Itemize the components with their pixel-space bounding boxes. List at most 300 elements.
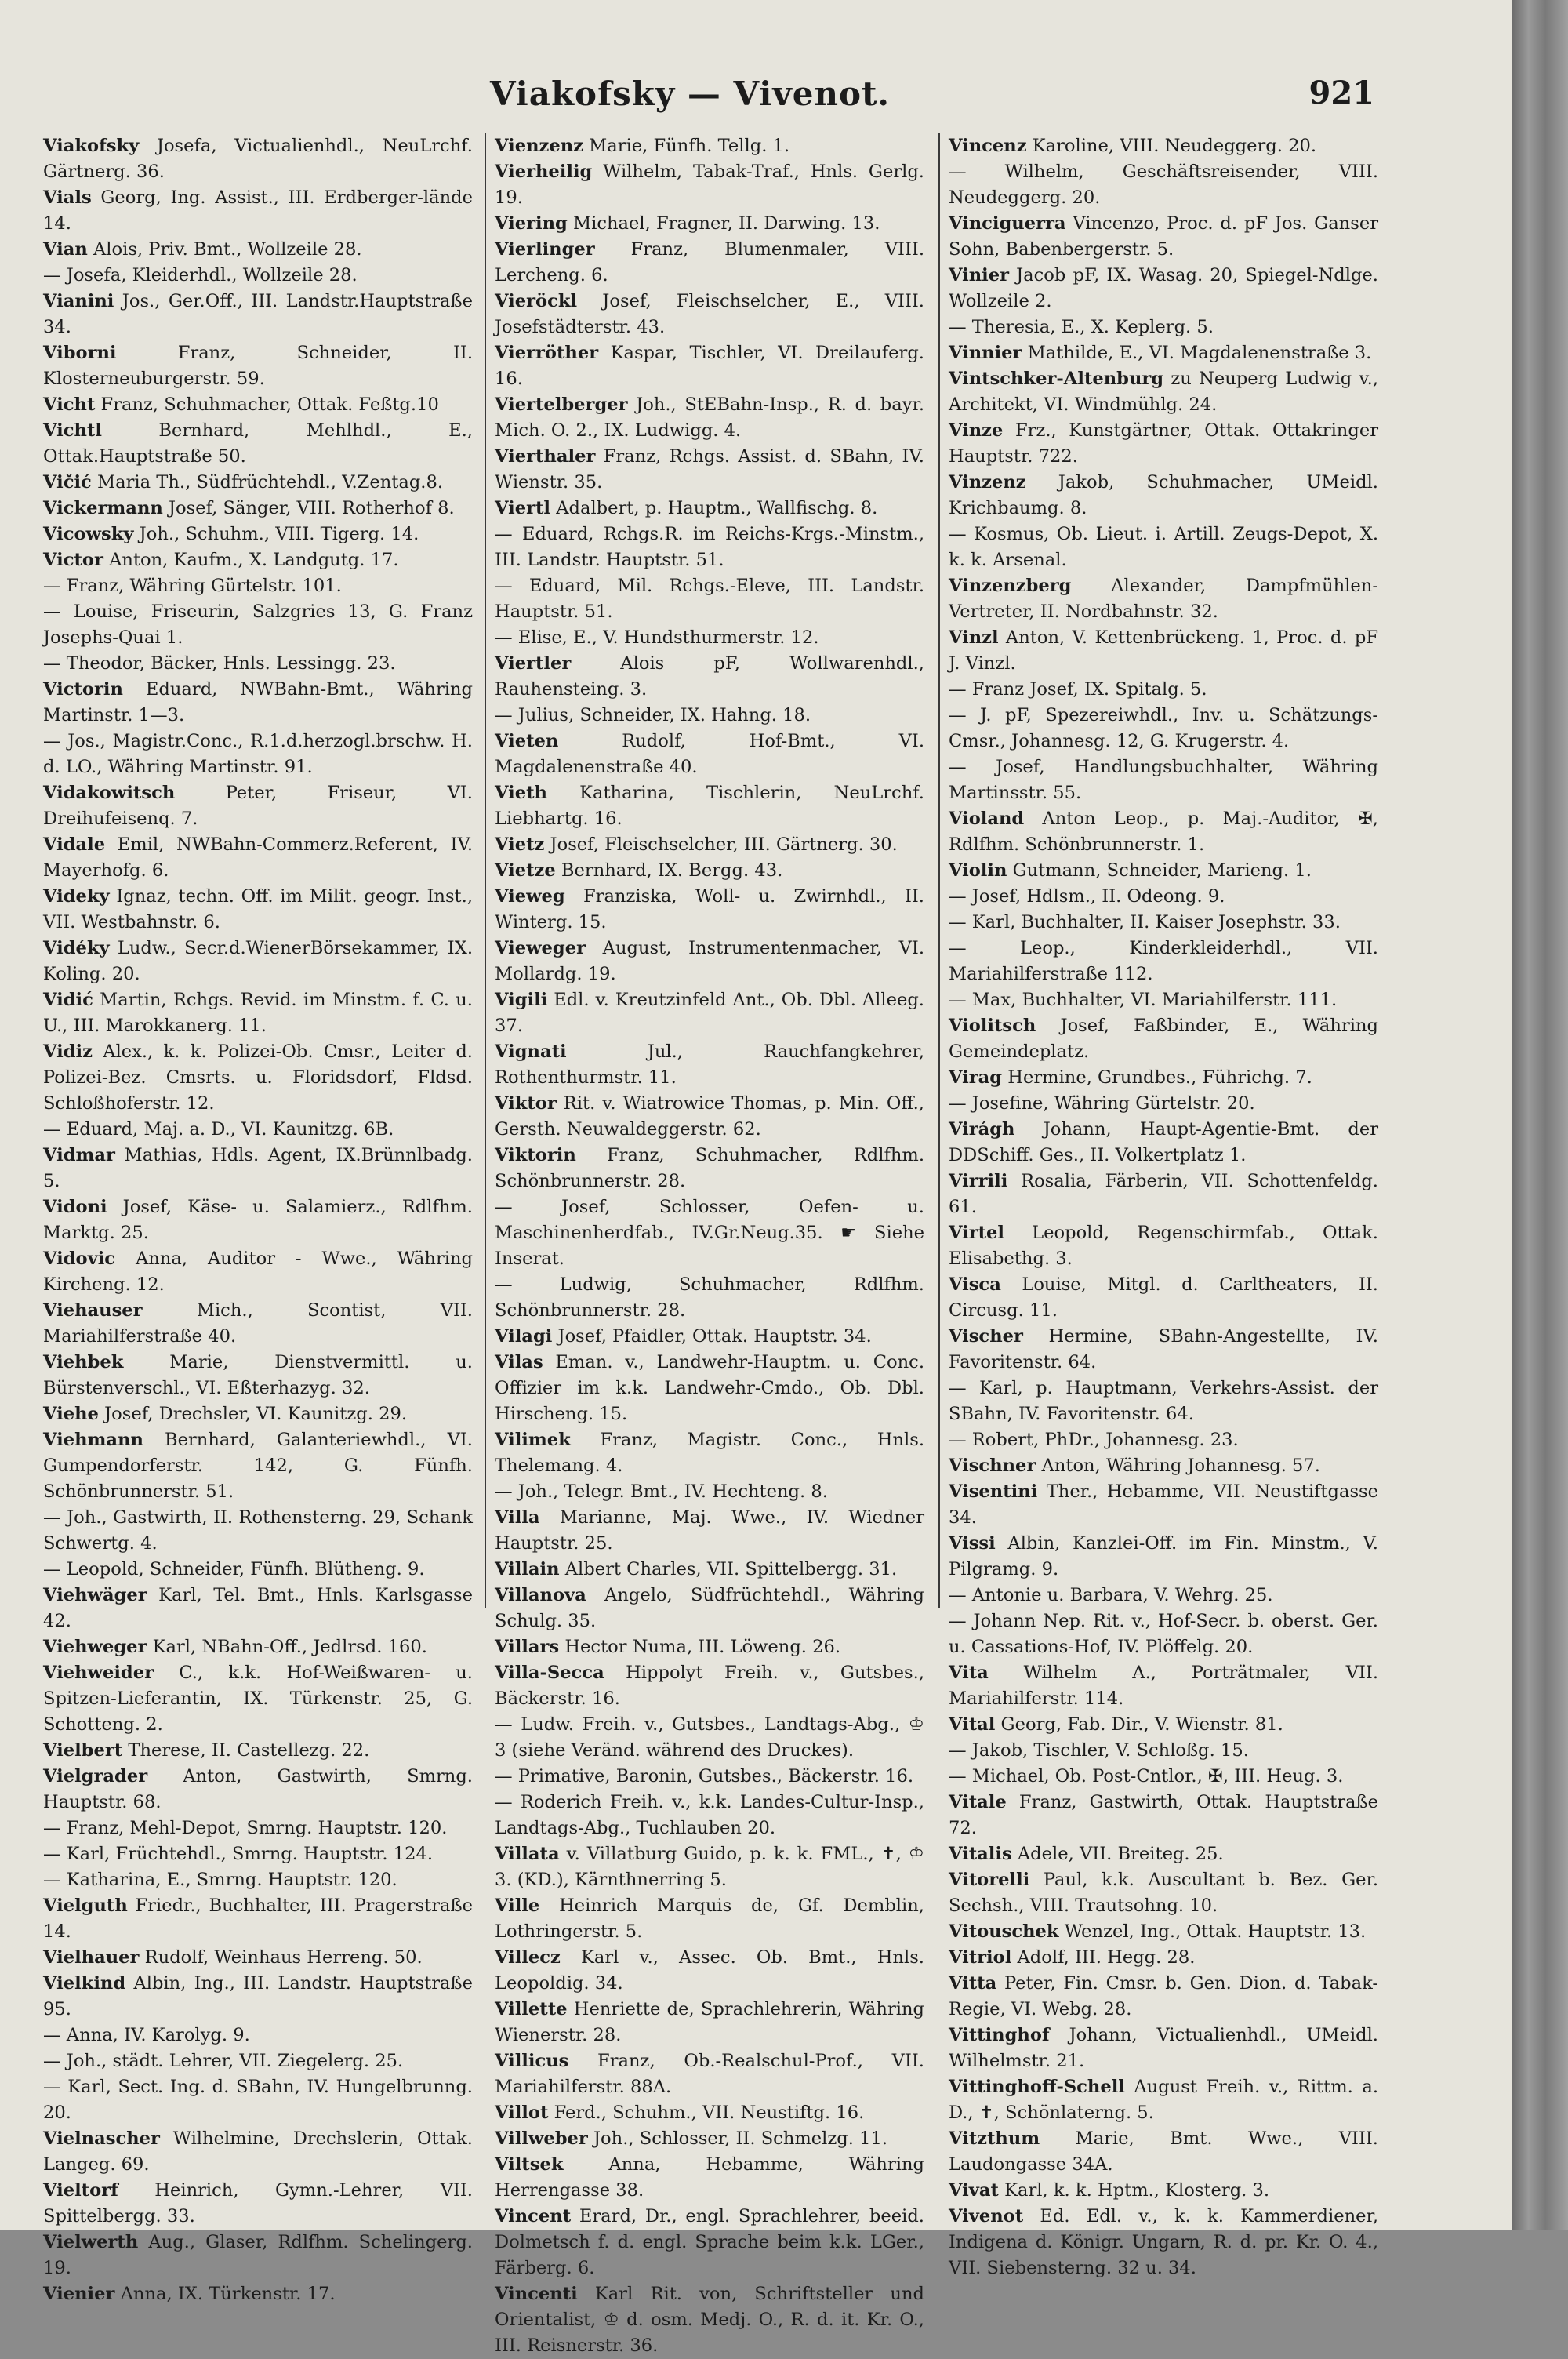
entry-details: Peter, Fin. Cmsr. b. Gen. Dion. d. Tabak-Regie, VI. Webg. 28. [949,1973,1378,2019]
entry-details: Karl v., Assec. Ob. Bmt., Hnls. Leopoldig. 34. [495,1947,924,1994]
entry-details: Johann, Victualienhdl., UMeidl. Wilhelmstr. 21. [949,2025,1378,2071]
entry-details: Mathias, Hdls. Agent, IX.Brünnlbadg. 5. [43,1145,473,1191]
directory-entry [949,1065,1378,1091]
entry-surname: Viertler [495,653,572,674]
entry-details: — Katharina, E., Smrng. Hauptstr. 120. [43,1870,397,1890]
entry-details: Anton, Kaufm., X. Landgutg. 17. [103,550,399,570]
directory-entry [43,1893,473,1945]
entry-surname: Vielkind [43,1973,126,1994]
entry-surname: Vita [949,1663,989,1683]
directory-entry [43,1143,473,1194]
entry-surname: Viehweider [43,1663,154,1683]
entry-surname: Vidmar [43,1145,115,1165]
entry-details: Wenzel, Ing., Ottak. Hauptstr. 13. [1058,1921,1367,1942]
entry-details: Josef, Drechsler, VI. Kaunitzg. 29. [98,1404,408,1424]
entry-surname: Vitouschek [949,1921,1059,1942]
directory-entry [43,936,473,987]
entry-details: Anton, Gastwirth, Smrng. Hauptstr. 68. [43,1766,473,1812]
directory-entry [43,1738,473,1764]
entry-details: Martin, Rchgs. Revid. im Minstm. f. C. u. U., III. Marokkanerg. 11. [43,990,473,1036]
directory-entry [495,987,924,1039]
entry-details: — Wilhelm, Geschäftsreisender, VIII. Neudeggerg. 20. [949,162,1378,208]
directory-entry [43,1816,473,1841]
entry-details: Karl, NBahn-Off., Jedlrsd. 160. [147,1637,427,1657]
entry-details: Eduard, NWBahn-Bmt., Währing Martinstr. 1—3. [43,679,473,725]
entry-surname: Villata [495,1844,560,1864]
page-title: Viakofsky — Vivenot. [489,75,891,113]
directory-entry [495,1660,924,1712]
entry-details: Hippolyt Freih. v., Gutsbes., Bäckerstr. 16. [495,1663,924,1709]
directory-entry [43,573,473,599]
entry-surname: Vielguth [43,1896,128,1916]
entry-details: Anton, V. Kettenbrückeng. 1, Proc. d. pF J. Vinzl. [949,627,1378,674]
entry-details: Franz, Schuhmacher, Rdlfhm. Schönbrunnerstr. 28. [495,1145,924,1191]
directory-entry [495,1945,924,1997]
entry-details: Heinrich, Gymn.-Lehrer, VII. Spittelbergg. 33. [43,2180,473,2226]
directory-entry [949,1013,1378,1065]
entry-surname: Vidakowitsch [43,783,176,803]
entry-surname: Vischner [949,1456,1036,1476]
entry-surname: Virag [949,1067,1003,1088]
directory-entry [43,263,473,289]
directory-entry [949,133,1378,159]
directory-entry [949,2126,1378,2178]
directory-entry [495,444,924,496]
entry-surname: Villette [495,1999,568,2019]
page-header [0,75,1512,129]
entry-surname: Viehe [43,1404,99,1424]
entry-surname: Victorin [43,679,123,700]
entry-surname: Vičić [43,472,92,493]
directory-entry [949,1376,1378,1427]
entry-details: Franz, Blumenmaler, VIII. Lercheng. 6. [495,239,924,285]
entry-details: Gutmann, Schneider, Marieng. 1. [1007,860,1312,881]
entry-details: Georg, Ing. Assist., III. Erdberger-lände 14. [43,187,473,234]
directory-entry [43,1660,473,1738]
entry-details: Hermine, Grundbes., Führichg. 7. [1002,1067,1312,1088]
entry-surname: Vitorelli [949,1870,1030,1890]
entry-details: Heinrich Marquis de, Gf. Demblin, Lothringerstr. 5. [495,1896,924,1942]
directory-entry [495,573,924,625]
entry-details: Wilhelmine, Drechslerin, Ottak. Langeg. 69. [43,2128,473,2175]
entry-details: Rudolf, Weinhaus Herreng. 50. [139,1947,423,1968]
directory-entry [43,2023,473,2048]
entry-details: Franz, Schuhmacher, Ottak. Feßtg.10 [95,394,439,415]
entry-details: Frz., Kunstgärtner, Ottak. Ottakringer Hauptstr. 722. [949,420,1378,467]
entry-surname: Viehmann [43,1430,143,1450]
directory-entry [495,1764,924,1790]
entry-surname: Vidéky [43,938,110,958]
directory-entry [949,1867,1378,1919]
entry-details: v. Villatburg Guido, p. k. k. FML., ✝, ♔ 3. (KD.), Kärnthnerring 5. [495,1844,924,1890]
column-divider [938,133,940,1608]
entry-surname: Vigili [495,990,548,1010]
entry-surname: Viltsek [495,2154,564,2175]
entry-surname: Viertelberger [495,394,628,415]
entry-details: August Freih. v., Rittm. a. D., ✝, Schönlaterng. 5. [949,2077,1378,2123]
entry-details: Adolf, III. Hegg. 28. [1011,1947,1196,1968]
entry-surname: Viktorin [495,1145,576,1165]
entry-details: Wilhelm, Tabak-Traf., Hnls. Gerlg. 19. [495,162,924,208]
directory-entry [949,936,1378,987]
entry-details: — Karl, Buchhalter, II. Kaiser Josephstr. 33. [949,912,1341,932]
entry-details: — Eduard, Rchgs.R. im Reichs-Krgs.-Minstm., III. Landstr. Hauptstr. 51. [495,524,924,570]
entry-details: Erard, Dr., engl. Sprachlehrer, beeid. Dolmetsch f. d. engl. Sprache beim k.k. LGer., Färberg. 6. [495,2206,924,2278]
entry-details: Eman. v., Landwehr-Hauptm. u. Conc. Offizier im k.k. Landwehr-Cmdo., Ob. Dbl. Hirscheng. 15. [495,1352,924,1424]
directory-entry [495,289,924,340]
directory-entry [495,1997,924,2048]
entry-details: — Theodor, Bäcker, Hnls. Lessingg. 23. [43,653,396,674]
directory-entry [43,1505,473,1557]
entry-surname: Villa-Secca [495,1663,604,1683]
entry-surname: Vienzenz [495,136,583,156]
directory-columns [43,133,1388,2356]
entry-details: Mathilde, E., VI. Magdalenenstraße 3. [1022,343,1372,363]
directory-entry [495,1350,924,1427]
entry-surname: Villa [495,1507,540,1528]
entry-details: — Eduard, Maj. a. D., VI. Kaunitzg. 6B. [43,1119,394,1140]
entry-details: zu Neuperg Ludwig v., Architekt, VI. Windmühlg. 24. [949,369,1378,415]
entry-surname: Ville [495,1896,540,1916]
entry-surname: Villanova [495,1585,586,1605]
entry-surname: Villot [495,2103,549,2123]
entry-surname: Vilimek [495,1430,571,1450]
entry-details: Alex., k. k. Polizei-Ob. Cmsr., Leiter d. Polizei-Bez. Cmsrts. u. Floridsdorf, Fldsd. Schloßhoferstr. 12. [43,1041,473,1114]
entry-details: — Ludw. Freih. v., Gutsbes., Landtags-Abg., ♔ 3 (siehe Veränd. während des Druckes). [495,1714,924,1761]
directory-entry [949,2023,1378,2074]
entry-details: Karl Rit. von, Schriftsteller und Orientalist, ♔ d. osm. Medj. O., R. d. it. Kr. O., III. Reisnerstr. 36. [495,2284,924,2356]
entry-details: Josef, Fleischselcher, E., VIII. Josefstädterstr. 43. [495,291,924,337]
entry-surname: Violand [949,809,1025,829]
entry-details: Paul, k.k. Auscultant b. Bez. Ger. Sechsh., VIII. Trautsohng. 10. [949,1870,1378,1916]
entry-surname: Viktor [495,1093,557,1114]
directory-entry [495,340,924,392]
directory-entry [43,1764,473,1816]
directory-entry [43,884,473,936]
entry-details: Rudolf, Hof-Bmt., VI. Magdalenenstraße 40. [495,731,924,777]
entry-details: — Franz, Währing Gürtelstr. 101. [43,576,342,596]
entry-details: Jacob pF, IX. Wasag. 20, Spiegel-Ndlge. Wollzeile 2. [949,265,1378,311]
directory-entry [43,392,473,418]
entry-surname: Vickermann [43,498,163,518]
entry-details: Ludw., Secr.d.WienerBörsekammer, IX. Koling. 20. [43,938,473,984]
directory-entry [43,1246,473,1298]
directory-entry [495,1143,924,1194]
directory-entry [495,392,924,444]
entry-surname: Vianini [43,291,114,311]
directory-entry [43,185,473,237]
directory-entry [495,1557,924,1583]
entry-surname: Vieweg [495,886,565,907]
entry-details: Louise, Mitgl. d. Carltheaters, II. Circusg. 11. [949,1274,1378,1321]
entry-surname: Vinzl [949,627,999,648]
entry-details: — Karl, Sect. Ing. d. SBahn, IV. Hungelbrunng. 20. [43,2077,473,2123]
entry-details: Aug., Glaser, Rdlfhm. Schelingerg. 19. [43,2232,473,2278]
entry-details: Henriette de, Sprachlehrerin, Währing Wienerstr. 28. [495,1999,924,2045]
directory-entry [949,418,1378,470]
entry-surname: Vinze [949,420,1004,441]
entry-details: Jos., Ger.Off., III. Landstr.Hauptstraße 34. [43,291,473,337]
entry-details: Albin, Kanzlei-Off. im Fin. Minstm., V. Pilgramg. 9. [949,1533,1378,1579]
directory-entry [43,1841,473,1867]
directory-entry [949,677,1378,703]
entry-details: Franz, Rchgs. Assist. d. SBahn, IV. Wienstr. 35. [495,446,924,493]
directory-entry [495,133,924,159]
entry-details: Franziska, Woll- u. Zwirnhdl., II. Winterg. 15. [495,886,924,932]
directory-entry [43,1039,473,1117]
entry-details: Joh., StEBahn-Insp., R. d. bayr. Mich. O. 2., IX. Ludwigg. 4. [495,394,924,441]
directory-entry [949,703,1378,754]
entry-details: — Roderich Freih. v., k.k. Landes-Cultur-Insp., Landtags-Abg., Tuchlauben 20. [495,1792,924,1838]
entry-details: Kaspar, Tischler, VI. Dreilauferg. 16. [495,343,924,389]
entry-surname: Viborni [43,343,117,363]
directory-entry [43,677,473,729]
entry-surname: Virtel [949,1223,1005,1243]
book-edge [1512,0,1568,2230]
directory-entry [43,1945,473,1971]
entry-details: C., k.k. Hof-Weißwaren- u. Spitzen-Lieferantin, IX. Türkenstr. 25, G. Schotteng. 2. [43,1663,473,1735]
entry-surname: Viehauser [43,1300,143,1321]
directory-entry [43,289,473,340]
entry-surname: Vitriol [949,1947,1012,1968]
entry-surname: Vielhauer [43,1947,140,1968]
directory-entry [495,2048,924,2100]
directory-entry [949,1841,1378,1867]
entry-surname: Vian [43,239,88,260]
entry-details: Alois, Priv. Bmt., Wollzeile 28. [87,239,362,260]
entry-surname: Vilagi [495,1326,553,1347]
entry-details: Katharina, Tischlerin, NeuLrchf. Liebhartg. 16. [495,783,924,829]
entry-details: Rit. v. Wiatrowice Thomas, p. Min. Off., Gersth. Neuwaldeggerstr. 62. [495,1093,924,1140]
entry-details: Ferd., Schuhm., VII. Neustiftg. 16. [548,2103,865,2123]
directory-entry [495,1039,924,1091]
entry-details: Josefa, Victualienhdl., NeuLrchf. Gärtnerg. 36. [43,136,473,182]
directory-entry [495,2100,924,2126]
entry-details: — Joh., Telegr. Bmt., IV. Hechteng. 8. [495,1481,828,1502]
entry-details: — Karl, p. Hauptmann, Verkehrs-Assist. der SBahn, IV. Favoritenstr. 64. [949,1378,1378,1424]
entry-surname: Viertl [495,498,551,518]
directory-entry [949,1427,1378,1453]
directory-entry [495,159,924,211]
column-3 [949,133,1378,2278]
entry-details: Marie, Fünfh. Tellg. 1. [583,136,790,156]
entry-details: — Josef, Hdlsm., II. Odeong. 9. [949,886,1225,907]
directory-entry [495,1841,924,1893]
directory-entry [949,858,1378,884]
entry-details: Mich., Scontist, VII. Mariahilferstraße 40. [43,1300,473,1347]
entry-details: Franz, Gastwirth, Ottak. Hauptstraße 72. [949,1792,1378,1838]
directory-entry [495,1479,924,1505]
entry-surname: Vitale [949,1792,1007,1812]
directory-entry [949,1117,1378,1169]
entry-details: — Joh., Gastwirth, II. Rothensterng. 29, Schank Schwertg. 4. [43,1507,473,1554]
directory-entry [495,1505,924,1557]
entry-surname: Vivat [949,2180,999,2201]
directory-entry [949,1324,1378,1376]
entry-surname: Vielnascher [43,2128,160,2149]
directory-entry [43,1427,473,1505]
entry-surname: Vials [43,187,92,208]
entry-details: Josef, Faßbinder, E., Währing Gemeindeplatz. [949,1016,1378,1062]
directory-entry [495,496,924,522]
entry-details: — Karl, Früchtehdl., Smrng. Hauptstr. 124. [43,1844,433,1864]
entry-surname: Vierthaler [495,446,596,467]
directory-entry [43,780,473,832]
entry-surname: Viehwäger [43,1585,147,1605]
entry-details: Georg, Fab. Dir., V. Wienstr. 81. [995,1714,1283,1735]
entry-surname: Vinzenzberg [949,576,1072,596]
entry-surname: Vischer [949,1326,1023,1347]
entry-details: — Jos., Magistr.Conc., R.1.d.herzogl.brschw. H. d. LO., Währing Martinstr. 91. [43,731,473,777]
entry-surname: Vintschker-Altenburg [949,369,1164,389]
directory-entry [495,832,924,858]
directory-entry [495,1712,924,1764]
entry-details: Franz, Magistr. Conc., Hnls. Thelemang. 4. [495,1430,924,1476]
directory-entry [949,884,1378,910]
entry-details: — Robert, PhDr., Johannesg. 23. [949,1430,1239,1450]
entry-surname: Vincenz [949,136,1027,156]
directory-entry [495,2126,924,2152]
entry-surname: Vivenot [949,2206,1024,2226]
entry-surname: Vignati [495,1041,567,1062]
entry-surname: Vietz [495,834,545,855]
directory-entry [43,729,473,780]
entry-details: Karl, k. k. Hptm., Klosterg. 3. [998,2180,1270,2201]
entry-details: Hermine, SBahn-Angestellte, IV. Favoritenstr. 64. [949,1326,1378,1372]
directory-entry [949,2074,1378,2126]
entry-details: Jakob, Schuhmacher, UMeidl. Krichbaumg. 8. [949,472,1378,518]
entry-surname: Vielbert [43,1740,123,1761]
entry-details: Josef, Käse- u. Salamierz., Rdlfhm. Marktg. 25. [43,1197,473,1243]
directory-entry [495,651,924,703]
entry-surname: Villicus [495,2051,569,2071]
directory-entry [949,159,1378,211]
entry-details: — Josefine, Währing Gürtelstr. 20. [949,1093,1255,1114]
entry-details: Hector Numa, III. Löweng. 26. [559,1637,841,1657]
entry-details: Maria Th., Südfrüchtehdl., V.Zentag.8. [91,472,444,493]
entry-details: Bernhard, Galanteriewhdl., VI. Gumpendorferstr. 142, G. Fünfh. Schönbrunnerstr. 51. [43,1430,473,1502]
entry-details: Peter, Friseur, VI. Dreihufeisenq. 7. [43,783,473,829]
directory-entry [949,625,1378,677]
entry-details: — Eduard, Mil. Rchgs.-Eleve, III. Landstr. Hauptstr. 51. [495,576,924,622]
entry-details: — Elise, E., V. Hundsthurmerstr. 12. [495,627,819,648]
entry-details: — Julius, Schneider, IX. Hahng. 18. [495,705,811,725]
directory-entry [949,340,1378,366]
entry-surname: Virrili [949,1171,1008,1191]
directory-entry [43,522,473,547]
entry-details: Therese, II. Castellezg. 22. [122,1740,370,1761]
entry-details: Marianne, Maj. Wwe., IV. Wiedner Hauptstr. 25. [495,1507,924,1554]
column-1 [43,133,473,2304]
directory-entry [495,1790,924,1841]
directory-entry [495,1583,924,1634]
entry-details: Joh., Schlosser, II. Schmelzg. 11. [587,2128,888,2149]
entry-details: Anna, Hebamme, Währing Herrengasse 38. [495,2154,924,2201]
entry-surname: Vierlinger [495,239,595,260]
directory-entry [949,1091,1378,1117]
directory-entry [495,237,924,289]
entry-surname: Vieltorf [43,2180,118,2201]
entry-details: — Max, Buchhalter, VI. Mariahilferstr. 111. [949,990,1338,1010]
directory-entry [495,1427,924,1479]
directory-entry [43,2048,473,2074]
entry-surname: Vieten [495,731,559,751]
entry-details: Anton Leop., p. Maj.-Auditor, ✠, Rdlfhm. Schönbrunnerstr. 1. [949,809,1378,855]
directory-entry [43,237,473,263]
entry-details: — Louise, Friseurin, Salzgries 13, G. Franz Josephs-Quai 1. [43,602,473,648]
entry-details: Franz, Schneider, II. Klosterneuburgerstr. 59. [43,343,473,389]
entry-details: Marie, Bmt. Wwe., VIII. Laudongasse 34A. [949,2128,1378,2175]
directory-entry [43,340,473,392]
entry-surname: Vissi [949,1533,996,1554]
entry-details: — Franz, Mehl-Depot, Smrng. Hauptstr. 120. [43,1818,448,1838]
directory-entry [43,2074,473,2126]
directory-entry [495,2204,924,2281]
entry-surname: Videky [43,886,110,907]
directory-entry [495,936,924,987]
entry-surname: Vielwerth [43,2232,139,2252]
entry-surname: Vitta [949,1973,997,1994]
directory-entry [949,1738,1378,1764]
entry-details: — Anna, IV. Karolyg. 9. [43,2025,250,2045]
directory-entry [43,547,473,573]
entry-surname: Vieth [495,783,547,803]
entry-details: Alexander, Dampfmühlen-Vertreter, II. Nordbahnstr. 32. [949,576,1378,622]
entry-details: Albert Charles, VII. Spittelbergg. 31. [559,1559,898,1579]
directory-entry [43,832,473,884]
directory-entry [43,1401,473,1427]
directory-entry [495,1893,924,1945]
entry-details: Josef, Fleischselcher, III. Gärtnerg. 30. [544,834,898,855]
entry-surname: Vitzthum [949,2128,1040,2149]
entry-details: Josef, Pfaidler, Ottak. Hauptstr. 34. [552,1326,872,1347]
directory-entry [43,1583,473,1634]
entry-surname: Victor [43,550,103,570]
directory-entry [949,1764,1378,1790]
entry-details: August, Instrumentenmacher, VI. Mollardg. 19. [495,938,924,984]
directory-entry [949,1660,1378,1712]
entry-surname: Vierröther [495,343,599,363]
directory-entry [949,573,1378,625]
directory-entry [949,263,1378,314]
directory-entry [949,806,1378,858]
directory-entry [495,1194,924,1272]
entry-details: — Kosmus, Ob. Lieut. i. Artill. Zeugs-Depot, X. k. k. Arsenal. [949,524,1378,570]
entry-surname: Vienier [43,2284,115,2304]
entry-details: Anna, Auditor - Wwe., Währing Kircheng. 12. [43,1249,473,1295]
entry-details: — Josef, Handlungsbuchhalter, Währing Martinsstr. 55. [949,757,1378,803]
entry-details: — Ludwig, Schuhmacher, Rdlfhm. Schönbrunnerstr. 28. [495,1274,924,1321]
directory-entry [43,133,473,185]
entry-details: Jul., Rauchfangkehrer, Rothenthurmstr. 11. [495,1041,924,1088]
entry-details: Ed. Edl. v., k. k. Kammerdiener, Indigena d. Königr. Ungarn, R. d. pr. Kr. O. 4., VII. Siebensterng. 32 u. 34. [949,2206,1378,2278]
directory-entry [495,625,924,651]
entry-details: — Antonie u. Barbara, V. Wehrg. 25. [949,1585,1273,1605]
entry-details: Marie, Dienstvermittl. u. Bürstenverschl., VI. Eßterhazyg. 32. [43,1352,473,1398]
entry-details: Josef, Sänger, VIII. Rotherhof 8. [162,498,455,518]
directory-entry [43,987,473,1039]
directory-entry [949,314,1378,340]
directory-entry [949,2178,1378,2204]
entry-details: Bernhard, Mehlhdl., E., Ottak.Hauptstraße 50. [43,420,473,467]
entry-surname: Visentini [949,1481,1038,1502]
directory-entry [43,1971,473,2023]
entry-surname: Vidoni [43,1197,107,1217]
entry-surname: Vielgrader [43,1766,148,1787]
entry-details: Vincenzo, Proc. d. pF Jos. Ganser Sohn, Babenbergerstr. 5. [949,213,1378,260]
directory-entry [949,211,1378,263]
directory-entry [949,1790,1378,1841]
